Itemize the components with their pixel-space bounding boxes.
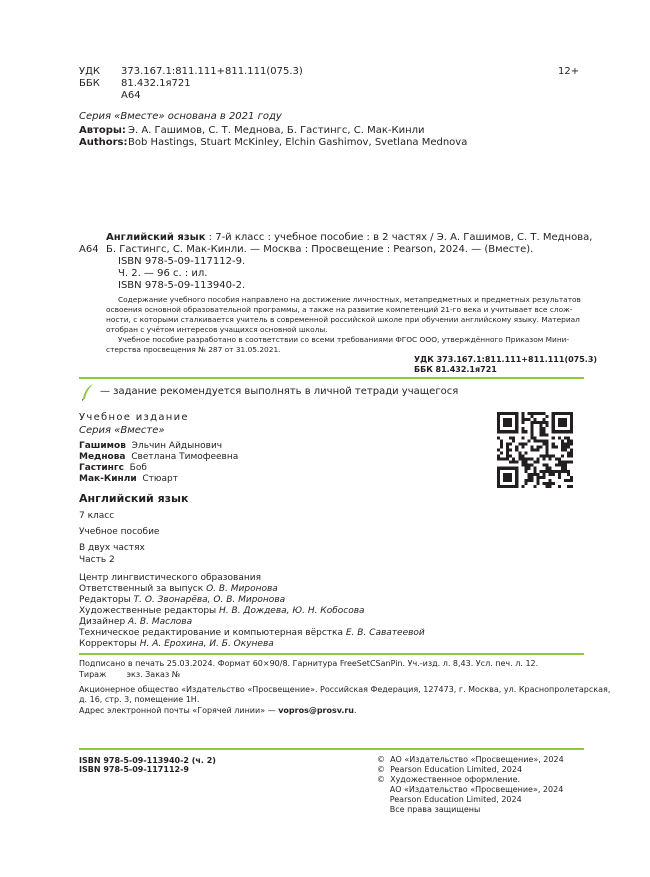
imprint-author xyxy=(79,441,222,452)
imprint-title: Английский язык xyxy=(79,492,189,505)
bbk-line xyxy=(79,78,191,90)
imprint-part: Часть 2 xyxy=(79,555,115,565)
copyright-line: АО «Издательство «Просвещение», 2024 xyxy=(377,785,564,794)
abstract-line: Учебное пособие разработано в соответствии со всеми требованиями ФГОС ООО, утверждённого Приказом Мини- xyxy=(118,335,570,344)
imprint-author xyxy=(79,452,238,463)
abstract-line: ности, с которыми сталкивается учитель в современной российской школе при обучении английскому языку. Материал xyxy=(106,315,580,324)
age-rating: 12+ xyxy=(558,66,580,77)
print-run: Тираж экз. Заказ № xyxy=(79,670,181,679)
staff-names: Н. В. Дождева, Ю. Н. Кобосова xyxy=(219,606,365,616)
notebook-note: — задание рекомендуется выполнять в личной тетради учащегося xyxy=(100,386,459,397)
authors-ru-label: Авторы: xyxy=(79,125,126,136)
biblio-part: Ч. 2. — 96 с. : ил. xyxy=(118,268,208,279)
email-end: . xyxy=(354,706,357,715)
udk-line xyxy=(79,66,303,78)
udk-label: УДК xyxy=(79,66,101,77)
copyright-line: © Художественное оформление. xyxy=(377,775,521,784)
abstract-line: Содержание учебного пособия направлено на достижение личностных, метапредметных и предметных результатов xyxy=(118,295,581,304)
pencil-leaf-icon xyxy=(80,383,96,401)
edition-type: Учебное издание xyxy=(79,412,189,423)
authors-en-label: Authors: xyxy=(79,137,128,148)
author-names: Стюарт xyxy=(142,474,178,484)
copyright-line: © Pearson Education Limited, 2024 xyxy=(377,765,523,774)
biblio-bbk: ББК 81.432.1я721 xyxy=(414,365,497,374)
biblio-mark: А64 xyxy=(79,244,99,255)
authors-ru xyxy=(79,125,425,137)
biblio-line1 xyxy=(106,232,592,244)
staff-line xyxy=(79,606,365,617)
staff-role: Дизайнер xyxy=(79,617,126,627)
staff-names: Н. А. Ерохина, И. Б. Окунева xyxy=(139,639,274,649)
staff-role: Редакторы xyxy=(79,595,131,605)
hotline-email-line xyxy=(79,706,357,716)
abstract-line: отобран с учётом интересов учащихся основной школы. xyxy=(106,325,328,334)
print-signed: Подписано в печать 25.03.2024. Формат 60×90/8. Гарнитура FreeSetCSanPin. Уч.-изд. л. 8,43. Усл. печ. л. 12. xyxy=(79,659,539,668)
imprint-author xyxy=(79,474,178,485)
staff-names: А. В. Маслова xyxy=(128,617,193,627)
imprint-author xyxy=(79,463,147,474)
staff-names: О. В. Миронова xyxy=(206,584,278,594)
author-surname: Гашимов xyxy=(79,441,126,451)
biblio-line2: Б. Гастингс, С. Мак-Кинли. — Москва : Просвещение : Pearson, 2024. — (Вместе). xyxy=(106,244,534,255)
staff-role: Художественные редакторы xyxy=(79,606,217,616)
staff-names: Е. В. Саватеевой xyxy=(345,628,425,638)
publisher-address: д. 16, стр. 3, помещение 1Н. xyxy=(79,695,200,704)
email-label: Адрес электронной почты «Горячей линии» — xyxy=(79,706,279,715)
biblio-title: Английский язык xyxy=(106,232,206,243)
divider-green xyxy=(79,653,584,655)
authors-en-value: Bob Hastings, Stuart McKinley, Elchin Gashimov, Svetlana Mednova xyxy=(128,137,468,148)
email-link[interactable]: vopros@prosv.ru xyxy=(278,706,354,715)
imprint-type: Учебное пособие xyxy=(79,527,160,537)
divider-green xyxy=(79,748,584,750)
staff-names: Т. О. Звонарёва, О. В. Миронова xyxy=(133,595,286,605)
isbn-part2: ISBN 978-5-09-113940-2 (ч. 2) xyxy=(79,756,216,765)
copyright-line: Все права защищены xyxy=(377,805,481,814)
biblio-isbn2: ISBN 978-5-09-113940-2. xyxy=(118,280,246,291)
udk-value: 373.167.1:811.111+811.111(075.3) xyxy=(121,66,303,77)
author-mark: А64 xyxy=(121,90,141,101)
imprint-parts: В двух частях xyxy=(79,543,145,553)
staff-line xyxy=(79,628,425,639)
staff-line xyxy=(79,595,285,606)
biblio-udk: УДК 373.167.1:811.111+811.111(075.3) xyxy=(414,355,598,364)
author-names: Светлана Тимофеевна xyxy=(131,452,239,462)
staff-line xyxy=(79,617,192,628)
staff-line xyxy=(79,639,274,650)
author-names: Эльчин Айдынович xyxy=(131,441,223,451)
authors-ru-value: Э. А. Гашимов, С. Т. Меднова, Б. Гастингс, С. Мак-Кинли xyxy=(128,125,425,136)
staff-line xyxy=(79,584,278,595)
staff-role: Ответственный за выпуск xyxy=(79,584,204,594)
author-names: Боб xyxy=(129,463,147,473)
bbk-value: 81.432.1я721 xyxy=(121,78,191,89)
abstract-line: стерства просвещения № 287 от 31.05.2021. xyxy=(106,345,281,354)
authors-en xyxy=(79,137,467,149)
author-surname: Меднова xyxy=(79,452,126,462)
imprint-series: Серия «Вместе» xyxy=(79,425,165,436)
bbk-label: ББК xyxy=(79,78,100,89)
copyright-line: Pearson Education Limited, 2024 xyxy=(377,795,522,804)
series-note: Серия «Вместе» основана в 2021 году xyxy=(79,111,282,122)
divider-green xyxy=(79,377,584,379)
biblio-line1-rest: : 7-й класс : учебное пособие : в 2 частях / Э. А. Гашимов, С. Т. Меднова, xyxy=(205,232,593,243)
copyright-line: © АО «Издательство «Просвещение», 2024 xyxy=(377,755,564,764)
imprint-center: Центр лингвистического образования xyxy=(79,573,262,583)
author-surname: Мак-Кинли xyxy=(79,474,137,484)
isbn-set: ISBN 978-5-09-117112-9 xyxy=(79,765,189,774)
author-surname: Гастингс xyxy=(79,463,124,473)
abstract-line: освоения основной образовательной программы, а также на развитие компетенций 21-го века и учитывает все слож- xyxy=(106,305,573,314)
staff-role: Корректоры xyxy=(79,639,137,649)
biblio-isbn1: ISBN 978-5-09-117112-9. xyxy=(118,256,246,267)
publisher-line: Акционерное общество «Издательство «Просвещение». Российская Федерация, 127473, г. Москва, ул. Краснопролетарская, xyxy=(79,685,611,694)
staff-role: Техническое редактирование и компьютерная вёрстка xyxy=(79,628,343,638)
imprint-grade: 7 класс xyxy=(79,511,115,521)
qr-code xyxy=(497,412,573,488)
